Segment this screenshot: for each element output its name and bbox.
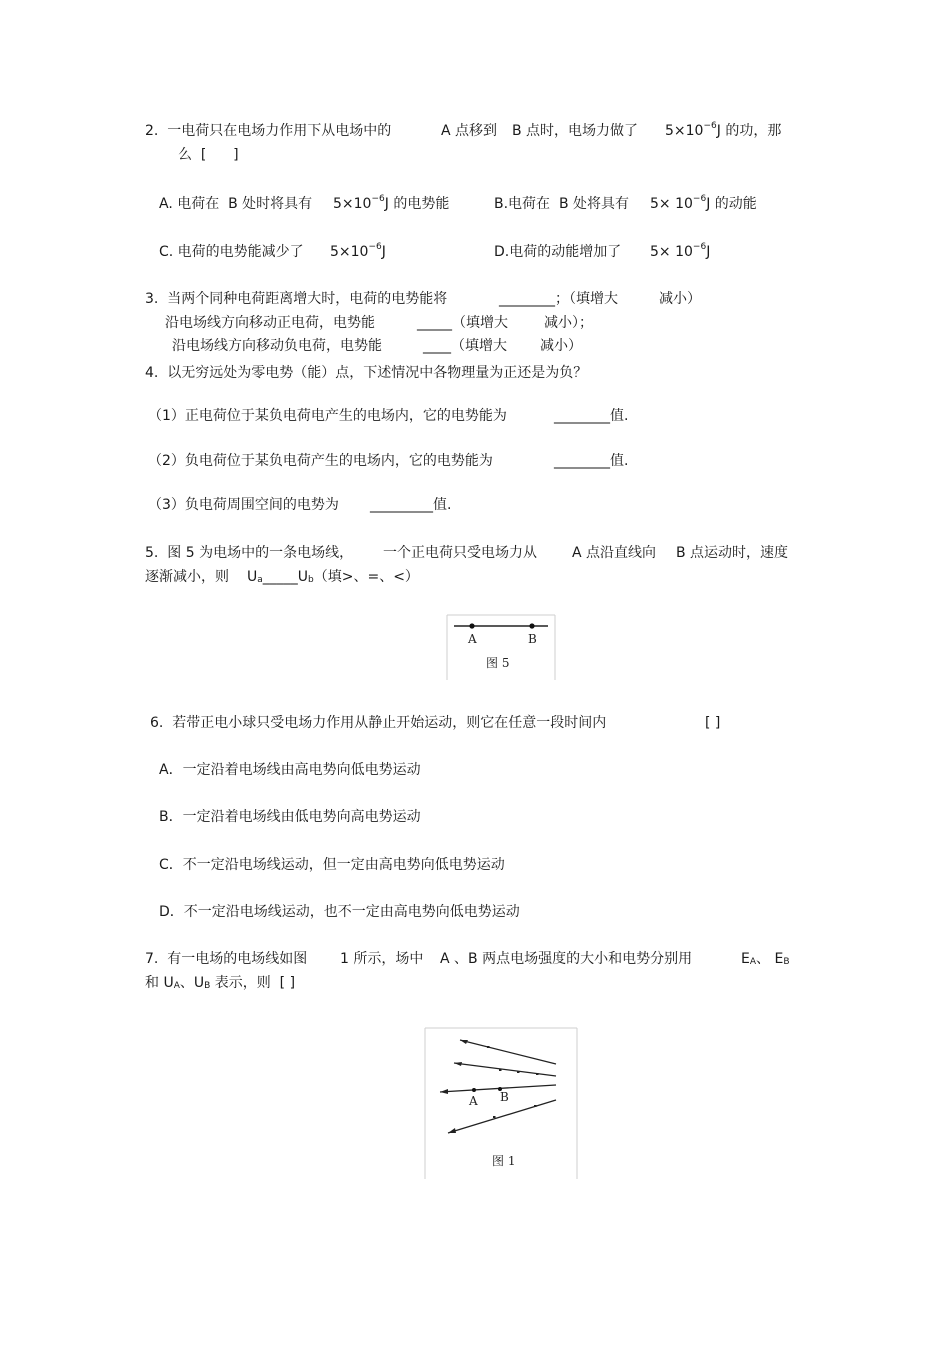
q6-option-c: C．不一定沿电场线运动，但一定由高电势向低电势运动 <box>159 857 505 873</box>
q5-line1-c: A 点沿直线向 <box>572 545 657 561</box>
q5-potential-compare: $U_a\_\_\_\_\_U_b$（填>、=、<） <box>247 569 419 585</box>
point-b-dot <box>529 623 534 628</box>
q6-option-b: B．一定沿着电场线由低电势向高电势运动 <box>159 809 421 825</box>
q3-line3: 沿电场线方向移动负电荷，电势能 <box>172 338 382 354</box>
q3-line3-blank: ____（填增大 <box>423 338 507 354</box>
q7-line2: 和 $U_A$、$U_B$ 表示，则 [ ] <box>145 975 296 991</box>
q5-line1: 5. 图 5 为电场中的一条电场线， <box>145 545 354 561</box>
q3-line2-blank: _____（填增大 <box>417 315 508 331</box>
q3-line1-end: 减小） <box>659 291 701 307</box>
q2-option-c: C. 电荷的电势能减少了 <box>159 244 304 260</box>
line-4-mark <box>534 1105 537 1107</box>
line-1-mark <box>487 1046 490 1048</box>
q2-line1: 2. 一电荷只在电场力作用下从电场中的 <box>145 123 392 139</box>
point-a-dot <box>472 1088 476 1092</box>
q2-line1-b: A 点移到 <box>441 123 498 139</box>
q7-line1: 7. 有一电场的电场线如图 <box>145 951 308 967</box>
figure-5-drawing <box>446 614 556 680</box>
q2-answer-bracket: 么 [ ] <box>178 147 239 163</box>
field-line-3 <box>440 1085 556 1092</box>
q5-line1-b: 一个正电荷只受电场力从 <box>383 545 537 561</box>
arrow-1-icon <box>460 1040 468 1044</box>
q2-option-a-value: $5\times 10^{-6}J$ 的电势能 <box>333 194 450 212</box>
q3-line3-end: 减小） <box>540 338 582 354</box>
figure-1-caption: 图 1 <box>492 1154 516 1168</box>
field-line-2 <box>454 1063 556 1076</box>
line-4-mark <box>493 1116 496 1118</box>
point-b-label: B <box>528 632 537 646</box>
q6-option-d: D．不一定沿电场线运动，也不一定由高电势向低电势运动 <box>159 904 520 920</box>
figure-5-caption: 图 5 <box>486 656 510 670</box>
q2-option-d: D.电荷的动能增加了 <box>494 244 622 260</box>
q4-item-3-blank: _________值. <box>370 497 452 513</box>
q6-stem: 6. 若带正电小球只受电场力作用从静止开始运动，则它在任意一段时间内 <box>150 715 607 731</box>
q5-line1-d: B 点运动时，速度 <box>676 545 789 561</box>
q3-line2: 沿电场线方向移动正电荷，电势能 <box>165 315 375 331</box>
q4-item-2: （2）负电荷位于某负电荷产生的电场内，它的电势能为 <box>148 453 493 469</box>
point-a-label: A <box>468 632 477 646</box>
q7-line1-b: 1 所示，场中 <box>340 951 424 967</box>
q2-option-d-value: $5\times 10^{-6}J$ <box>650 242 711 260</box>
q6-answer-bracket: [ ] <box>705 715 721 731</box>
q7-line1-c: A 、B 两点电场强度的大小和电势分别用 <box>440 951 693 967</box>
q2-line1-c: B 点时，电场力做了 <box>512 123 639 139</box>
q3-line2-end: 减小）； <box>544 315 593 331</box>
field-line-1 <box>460 1040 556 1064</box>
q3-line1: 3. 当两个同种电荷距离增大时，电荷的电势能将 <box>145 291 448 307</box>
q4-item-3: （3）负电荷周围空间的电势为 <box>148 497 339 513</box>
point-b-label: B <box>500 1090 509 1104</box>
q2-option-a: A. 电荷在 B 处时将具有 <box>159 196 313 212</box>
q5-line2: 逐渐减小，则 <box>145 569 229 585</box>
q4-item-1-blank: ________值. <box>554 408 629 424</box>
line-2-mark <box>499 1069 502 1071</box>
arrow-4-icon <box>448 1128 456 1133</box>
point-a-label: A <box>469 1094 478 1108</box>
q4-stem: 4. 以无穷远处为零电势（能）点，下述情况中各物理量为正还是为负？ <box>145 365 588 381</box>
q2-option-c-value: $5\times 10^{-6}J$ <box>330 242 386 260</box>
field-line-4 <box>448 1100 556 1133</box>
line-2-mark <box>517 1071 520 1073</box>
q2-option-b-value: $5\times 10^{-6}J$ 的动能 <box>650 194 757 212</box>
figure-1 <box>424 1027 578 1179</box>
q4-item-2-blank: ________值. <box>554 453 629 469</box>
q2-option-b: B.电荷在 B 处将具有 <box>494 196 630 212</box>
q6-option-a: A．一定沿着电场线由高电势向低电势运动 <box>159 762 421 778</box>
q4-item-1: （1）正电荷位于某负电荷电产生的电场内，它的电势能为 <box>148 408 507 424</box>
q3-line1-blank: ________；（填增大 <box>499 291 618 307</box>
point-a-dot <box>469 623 474 628</box>
line-2-mark <box>536 1073 539 1075</box>
figure-5 <box>446 614 556 680</box>
figure-1-drawing <box>424 1027 578 1179</box>
q7-field-strength-symbols: $E_A$、 $E_B$ <box>741 951 790 967</box>
q2-work-value: $5\times 10^{-6}J$ 的功，那 <box>665 121 782 139</box>
